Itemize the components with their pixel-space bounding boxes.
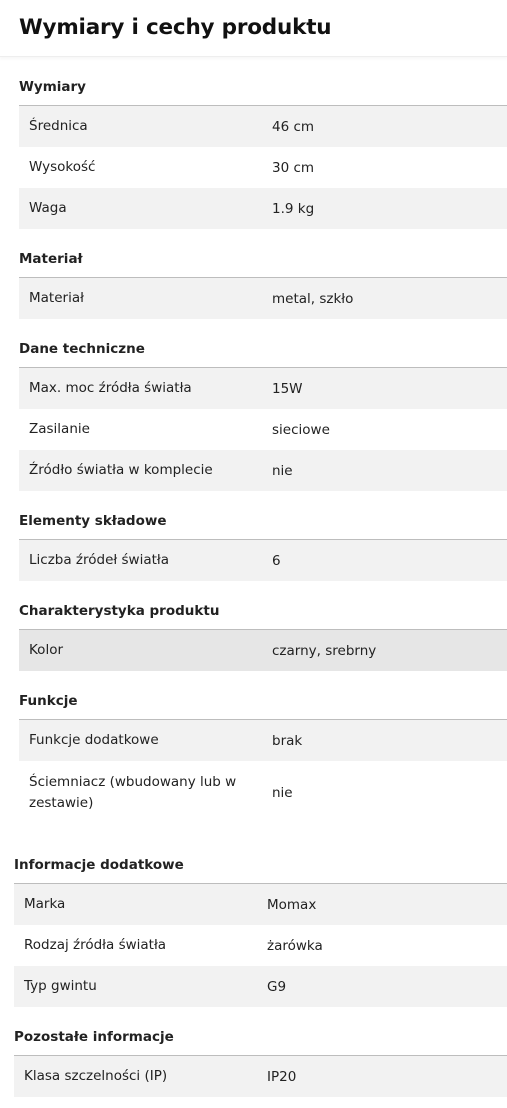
spec-key: Średnica [29, 118, 88, 134]
spec-row [19, 368, 507, 409]
spec-key: Materiał [29, 290, 84, 306]
spec-value: metal, szkło [272, 290, 354, 307]
spec-value: brak [272, 732, 303, 749]
section-dane-techniczne [19, 319, 507, 491]
spec-value: czarny, srebrny [272, 642, 377, 659]
section-title: Elementy składowe [19, 491, 507, 540]
spec-value: nie [272, 784, 293, 801]
section-title: Dane techniczne [19, 319, 507, 368]
spec-value: 46 cm [272, 118, 315, 135]
section-title: Charakterystyka produktu [19, 581, 507, 630]
spec-row [19, 106, 507, 147]
section-pozostale-informacje [14, 1007, 507, 1097]
spec-row [14, 884, 507, 925]
spec-row [19, 278, 507, 319]
section-title: Pozostałe informacje [14, 1007, 507, 1056]
spec-row [19, 409, 507, 450]
spec-key: Zasilanie [29, 421, 90, 437]
spec-key: Liczba źródeł światła [29, 552, 170, 568]
spec-value: nie [272, 462, 293, 479]
section-title: Wymiary [19, 57, 507, 106]
section-title: Materiał [19, 229, 507, 278]
section-elementy-skladowe [19, 491, 507, 581]
spec-row [14, 1056, 507, 1097]
spec-key: Waga [29, 200, 67, 216]
spec-row [19, 540, 507, 581]
spec-row [19, 761, 507, 824]
section-material [19, 229, 507, 319]
page-title: Wymiary i cechy produktu [19, 15, 332, 40]
spec-key: Rodzaj źródła światła [24, 937, 167, 953]
spec-value: żarówka [267, 937, 323, 954]
spec-key: Marka [24, 896, 66, 912]
spec-value: Momax [267, 896, 317, 913]
spec-key: Kolor [29, 642, 64, 658]
section-funkcje [19, 671, 507, 824]
spec-value: 1.9 kg [272, 200, 315, 217]
spec-row [19, 147, 507, 188]
spec-row [19, 720, 507, 761]
spec-key: Klasa szczelności (IP) [24, 1068, 168, 1084]
spec-key: Funkcje dodatkowe [29, 732, 159, 748]
spec-key: Max. moc źródła światła [29, 380, 192, 396]
spec-row [19, 630, 507, 671]
spec-row [19, 450, 507, 491]
spacer [0, 824, 507, 835]
spec-value: 30 cm [272, 159, 315, 176]
section-wymiary [19, 57, 507, 229]
spec-row [14, 966, 507, 1007]
section-charakterystyka [19, 581, 507, 671]
spec-key: Wysokość [29, 159, 96, 175]
spec-value: 6 [272, 552, 281, 569]
spec-value: G9 [267, 978, 287, 995]
section-title: Funkcje [19, 671, 507, 720]
spec-row [19, 188, 507, 229]
spec-key: Typ gwintu [24, 978, 97, 994]
spec-row [14, 925, 507, 966]
page-header [0, 0, 507, 57]
section-title: Informacje dodatkowe [14, 835, 507, 884]
spec-key: Ściemniacz (wbudowany lub w zestawie) [29, 773, 237, 811]
spec-key: Źródło światła w komplecie [29, 462, 213, 478]
section-informacje-dodatkowe [14, 835, 507, 1007]
spec-value: 15W [272, 380, 303, 397]
spec-value: IP20 [267, 1068, 297, 1085]
spec-value: sieciowe [272, 421, 330, 438]
